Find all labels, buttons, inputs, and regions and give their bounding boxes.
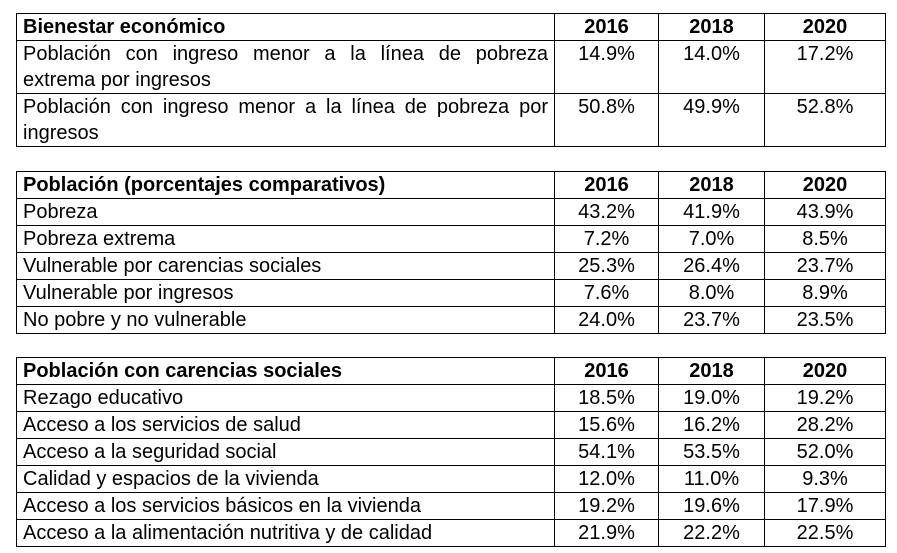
row-label: Calidad y espacios de la vivienda <box>17 466 555 493</box>
row-label: Vulnerable por ingresos <box>17 280 555 307</box>
year-header: 2020 <box>765 172 886 199</box>
table-row <box>17 226 886 253</box>
poblacion-porcentajes-table <box>16 171 886 334</box>
table-row <box>17 466 886 493</box>
table-row <box>17 493 886 520</box>
cell-value: 7.6% <box>555 280 659 307</box>
cell-value: 17.2% <box>765 41 886 94</box>
row-label: Población con ingreso menor a la línea de pobreza extrema por ingresos <box>17 41 555 94</box>
year-header: 2020 <box>765 14 886 41</box>
cell-value: 43.9% <box>765 199 886 226</box>
row-label: Acceso a la seguridad social <box>17 439 555 466</box>
cell-value: 14.0% <box>659 41 765 94</box>
table-title: Población (porcentajes comparativos) <box>17 172 555 199</box>
cell-value: 19.6% <box>659 493 765 520</box>
cell-value: 16.2% <box>659 412 765 439</box>
cell-value: 12.0% <box>555 466 659 493</box>
table-header-row <box>17 172 886 199</box>
row-label: Acceso a la alimentación nutritiva y de calidad <box>17 520 555 547</box>
bienestar-economico-table <box>16 13 886 147</box>
table-title: Bienestar económico <box>17 14 555 41</box>
cell-value: 19.2% <box>555 493 659 520</box>
cell-value: 7.2% <box>555 226 659 253</box>
table-title: Población con carencias sociales <box>17 358 555 385</box>
cell-value: 17.9% <box>765 493 886 520</box>
table-row <box>17 307 886 334</box>
cell-value: 24.0% <box>555 307 659 334</box>
row-label: Vulnerable por carencias sociales <box>17 253 555 280</box>
cell-value: 28.2% <box>765 412 886 439</box>
cell-value: 19.0% <box>659 385 765 412</box>
row-label: Acceso a los servicios básicos en la vivienda <box>17 493 555 520</box>
cell-value: 11.0% <box>659 466 765 493</box>
cell-value: 52.0% <box>765 439 886 466</box>
table-row <box>17 41 886 94</box>
cell-value: 9.3% <box>765 466 886 493</box>
cell-value: 23.5% <box>765 307 886 334</box>
table-row <box>17 280 886 307</box>
cell-value: 8.9% <box>765 280 886 307</box>
table-row <box>17 520 886 547</box>
cell-value: 52.8% <box>765 94 886 147</box>
cell-value: 8.0% <box>659 280 765 307</box>
cell-value: 23.7% <box>765 253 886 280</box>
year-header: 2016 <box>555 172 659 199</box>
row-label: Pobreza extrema <box>17 226 555 253</box>
cell-value: 21.9% <box>555 520 659 547</box>
year-header: 2016 <box>555 358 659 385</box>
year-header: 2020 <box>765 358 886 385</box>
table-header-row <box>17 14 886 41</box>
cell-value: 41.9% <box>659 199 765 226</box>
carencias-sociales-table <box>16 357 886 547</box>
row-label: Acceso a los servicios de salud <box>17 412 555 439</box>
table-row <box>17 385 886 412</box>
cell-value: 7.0% <box>659 226 765 253</box>
cell-value: 18.5% <box>555 385 659 412</box>
table-header-row <box>17 358 886 385</box>
cell-value: 50.8% <box>555 94 659 147</box>
cell-value: 15.6% <box>555 412 659 439</box>
cell-value: 22.5% <box>765 520 886 547</box>
table-row <box>17 199 886 226</box>
table-row <box>17 94 886 147</box>
table-row <box>17 439 886 466</box>
cell-value: 22.2% <box>659 520 765 547</box>
cell-value: 49.9% <box>659 94 765 147</box>
cell-value: 43.2% <box>555 199 659 226</box>
table-row <box>17 412 886 439</box>
year-header: 2018 <box>659 358 765 385</box>
row-label: Población con ingreso menor a la línea de pobreza por ingresos <box>17 94 555 147</box>
cell-value: 25.3% <box>555 253 659 280</box>
table-row <box>17 253 886 280</box>
cell-value: 8.5% <box>765 226 886 253</box>
year-header: 2016 <box>555 14 659 41</box>
cell-value: 14.9% <box>555 41 659 94</box>
cell-value: 53.5% <box>659 439 765 466</box>
row-label: No pobre y no vulnerable <box>17 307 555 334</box>
cell-value: 54.1% <box>555 439 659 466</box>
year-header: 2018 <box>659 14 765 41</box>
row-label: Rezago educativo <box>17 385 555 412</box>
cell-value: 23.7% <box>659 307 765 334</box>
row-label: Pobreza <box>17 199 555 226</box>
cell-value: 19.2% <box>765 385 886 412</box>
year-header: 2018 <box>659 172 765 199</box>
cell-value: 26.4% <box>659 253 765 280</box>
